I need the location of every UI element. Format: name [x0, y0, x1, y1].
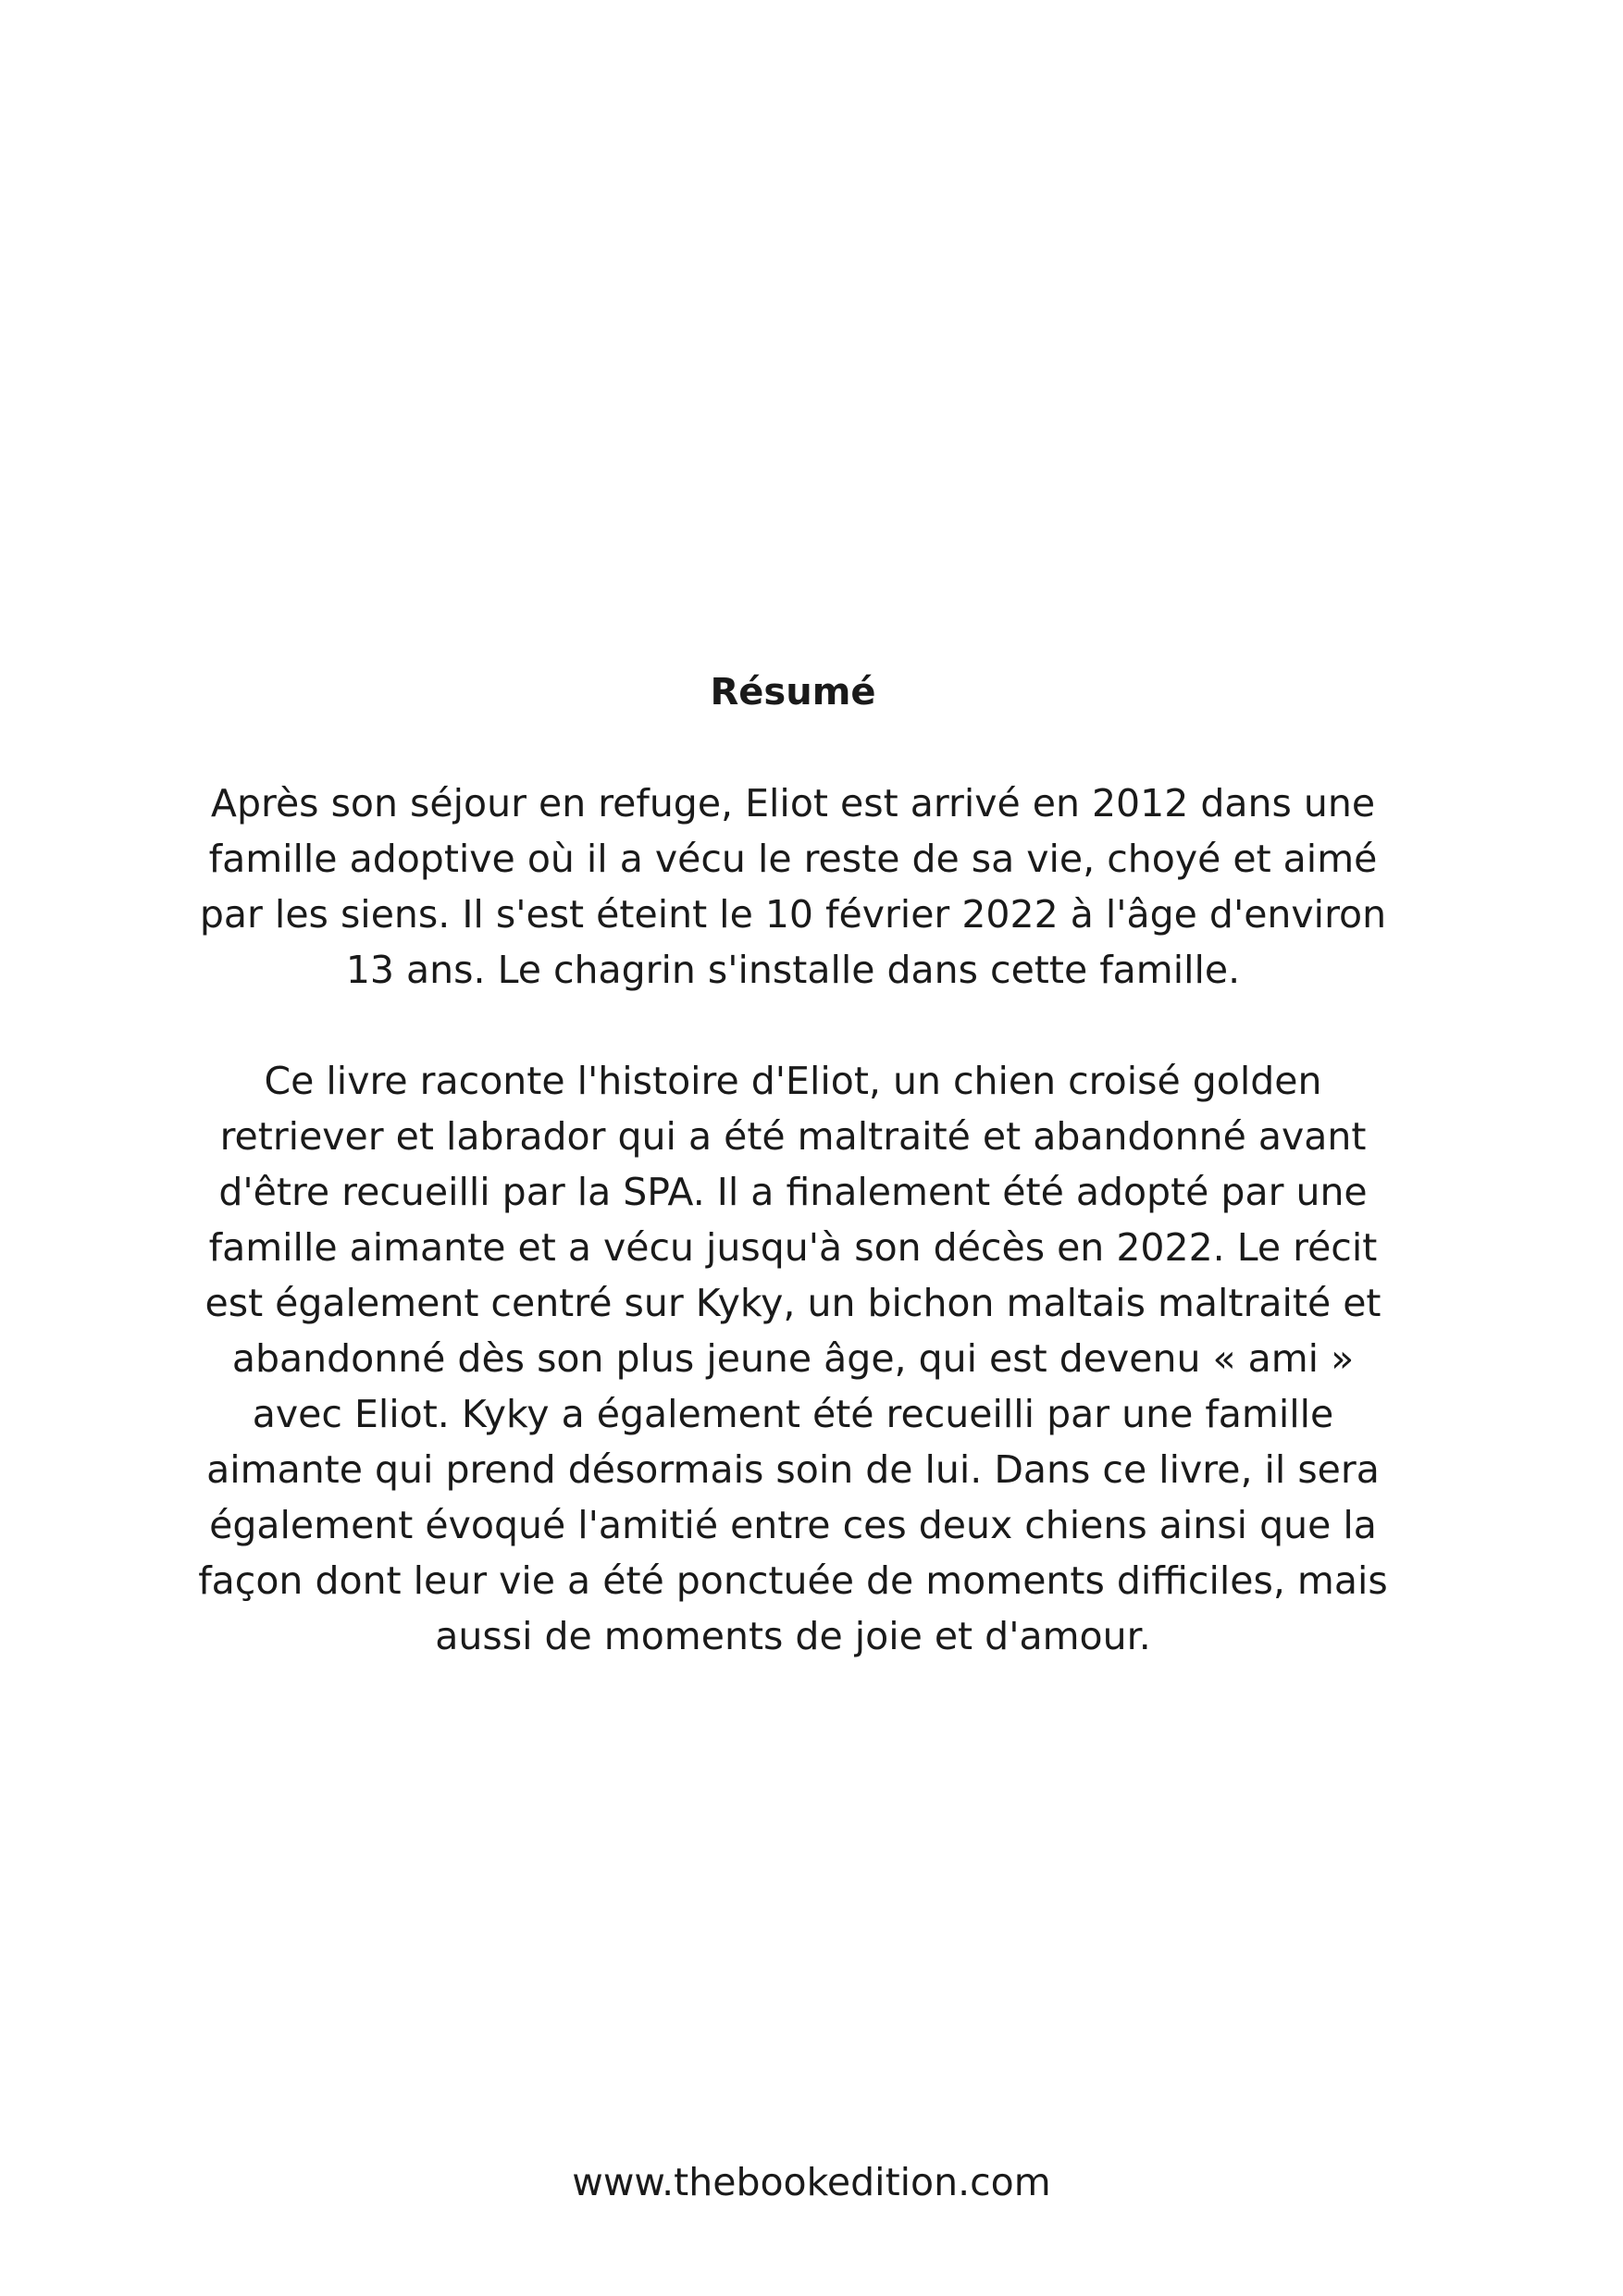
- text-line: aimante qui prend désormais soin de lui. Dans ce livre, il sera: [206, 1447, 1380, 1492]
- text-line: Ce livre raconte l'histoire d'Eliot, un chien croisé golden: [264, 1059, 1322, 1103]
- publisher-url: www.thebookedition.com: [572, 2160, 1051, 2204]
- text-line: 13 ans. Le chagrin s'installe dans cette famille.: [345, 948, 1241, 992]
- summary-section: [111, 664, 1475, 1664]
- text-line: retriever et labrador qui a été maltraité et abandonné avant: [219, 1114, 1367, 1159]
- text-line: d'être recueilli par la SPA. Il a finalement été adopté par une: [218, 1170, 1368, 1214]
- summary-paragraph-2: [111, 1053, 1475, 1664]
- text-line: avec Eliot. Kyky a également été recueilli par une famille: [252, 1392, 1334, 1436]
- summary-title: Résumé: [710, 671, 876, 714]
- summary-paragraph-1: [111, 776, 1475, 998]
- text-line: également évoqué l'amitié entre ces deux chiens ainsi que la: [209, 1503, 1377, 1547]
- text-line: Après son séjour en refuge, Eliot est arrivé en 2012 dans une: [210, 781, 1376, 825]
- text-line: est également centré sur Kyky, un bichon maltais maltraité et: [204, 1281, 1381, 1325]
- text-line: par les siens. Il s'est éteint le 10 février 2022 à l'âge d'environ: [199, 892, 1387, 937]
- text-line: famille aimante et a vécu jusqu'à son décès en 2022. Le récit: [208, 1225, 1378, 1270]
- text-line: façon dont leur vie a été ponctuée de moments difficiles, mais: [198, 1558, 1388, 1603]
- text-line: aussi de moments de joie et d'amour.: [435, 1614, 1151, 1658]
- text-line: famille adoptive où il a vécu le reste de sa vie, choyé et aimé: [208, 837, 1378, 881]
- text-line: abandonné dès son plus jeune âge, qui est devenu « ami »: [231, 1336, 1355, 1381]
